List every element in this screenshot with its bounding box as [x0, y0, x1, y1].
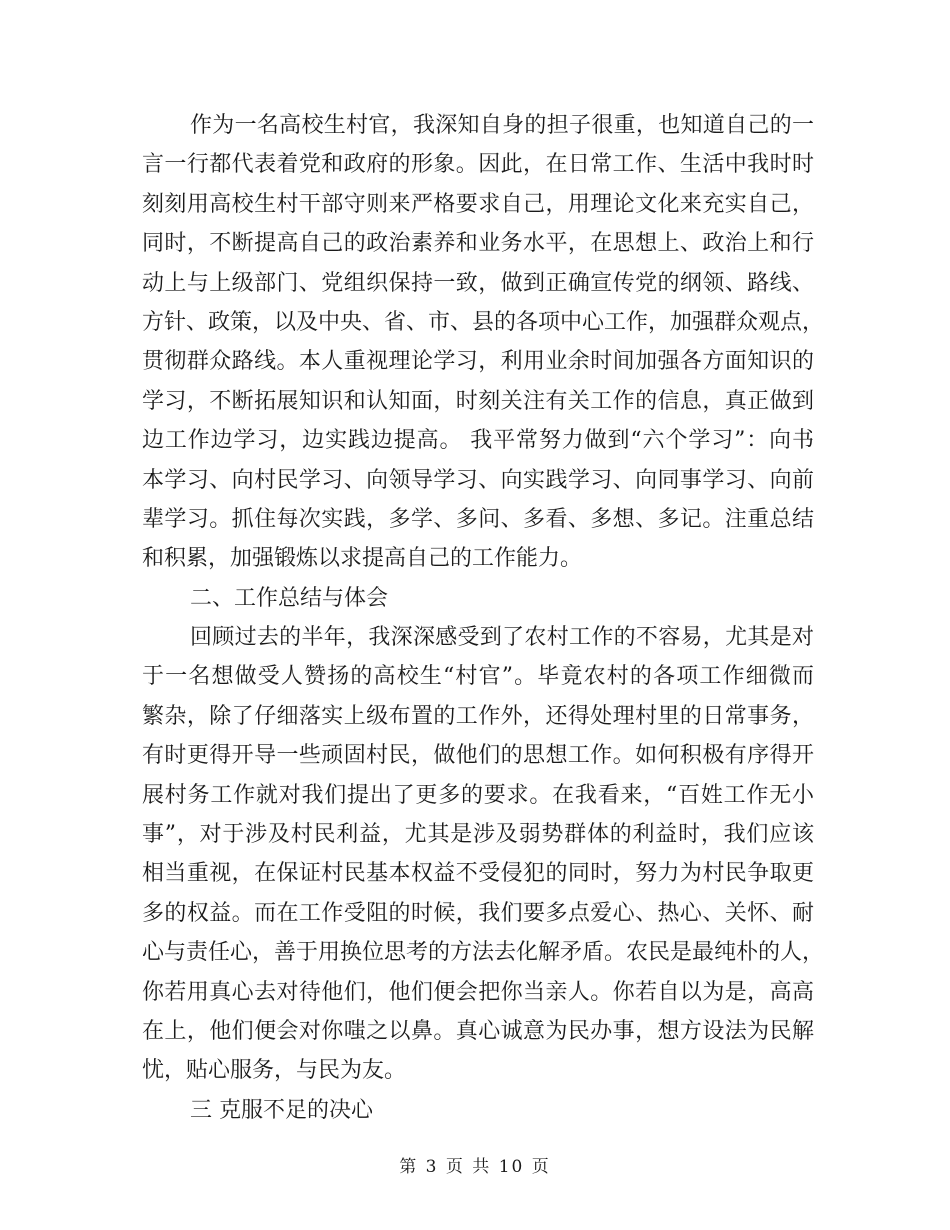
paragraph-line: 动上与上级部门、党组织保持一致，做到正确宣传党的纲领、路线、: [142, 270, 814, 296]
section-heading: 二、工作总结与体会: [190, 585, 389, 611]
paragraph-line: 繁杂，除了仔细落实上级布置的工作外，还得处理村里的日常事务，: [142, 703, 814, 729]
paragraph-line: 事”，对于涉及村民利益，尤其是涉及弱势群体的利益时，我们应该: [142, 822, 814, 848]
paragraph-line: 有时更得开导一些顽固村民，做他们的思想工作。如何积极有序得开: [142, 743, 814, 769]
paragraph-line: 回顾过去的半年，我深深感受到了农村工作的不容易，尤其是对: [190, 625, 814, 651]
paragraph-line: 忧，贴心服务，与民为友。: [142, 1058, 407, 1084]
paragraph-line: 和积累，加强锻炼以求提高自己的工作能力。: [142, 546, 583, 572]
paragraph-line: 作为一名高校生村官，我深知自身的担子很重，也知道自己的一: [190, 113, 814, 138]
paragraph-line: 边工作边学习，边实践边提高。 我平常努力做到“六个学习”：向书: [142, 428, 814, 454]
paragraph-line: 相当重视，在保证村民基本权益不受侵犯的同时，努力为村民争取更: [142, 861, 814, 887]
paragraph-line: 展村务工作就对我们提出了更多的要求。在我看来，“百姓工作无小: [142, 782, 814, 808]
paragraph-line: 言一行都代表着党和政府的形象。因此，在日常工作、生活中我时时: [142, 152, 814, 178]
paragraph-line: 刻刻用高校生村干部守则来严格要求自己，用理论文化来充实自己，: [142, 191, 814, 217]
paragraph-line: 学习，不断拓展知识和认知面，时刻关注有关工作的信息，真正做到: [142, 388, 814, 414]
page-footer: [0, 1152, 950, 1177]
paragraph-line: 多的权益。而在工作受阻的时候，我们要多点爱心、热心、关怀、耐: [142, 900, 814, 926]
paragraph-line: 你若用真心去对待他们，他们便会把你当亲人。你若自以为是，高高: [142, 979, 814, 1005]
paragraph-line: 贯彻群众路线。本人重视理论学习，利用业余时间加强各方面知识的: [142, 349, 814, 375]
paragraph-line: 方针、政策，以及中央、省、市、县的各项中心工作，加强群众观点，: [142, 309, 825, 335]
paragraph-line: 在上，他们便会对你嗤之以鼻。真心诚意为民办事，想方设法为民解: [142, 1018, 814, 1044]
paragraph-line: 本学习、向村民学习、向领导学习、向实践学习、向同事学习、向前: [142, 467, 814, 493]
body-text: [142, 106, 825, 1130]
paragraph-line: 于一名想做受人赞扬的高校生“村官”。毕竟农村的各项工作细微而: [142, 664, 814, 690]
section-heading: 三 克服不足的决心: [190, 1097, 373, 1123]
paragraph-line: 同时，不断提高自己的政治素养和业务水平，在思想上、政治上和行: [142, 231, 814, 257]
paragraph-line: 心与责任心，善于用换位思考的方法去化解矛盾。农民是最纯朴的人，: [142, 940, 825, 966]
page-number-label: 第 3 页 共 10 页: [399, 1157, 551, 1177]
paragraph-line: 辈学习。抓住每次实践，多学、多问、多看、多想、多记。注重总结: [142, 506, 814, 532]
